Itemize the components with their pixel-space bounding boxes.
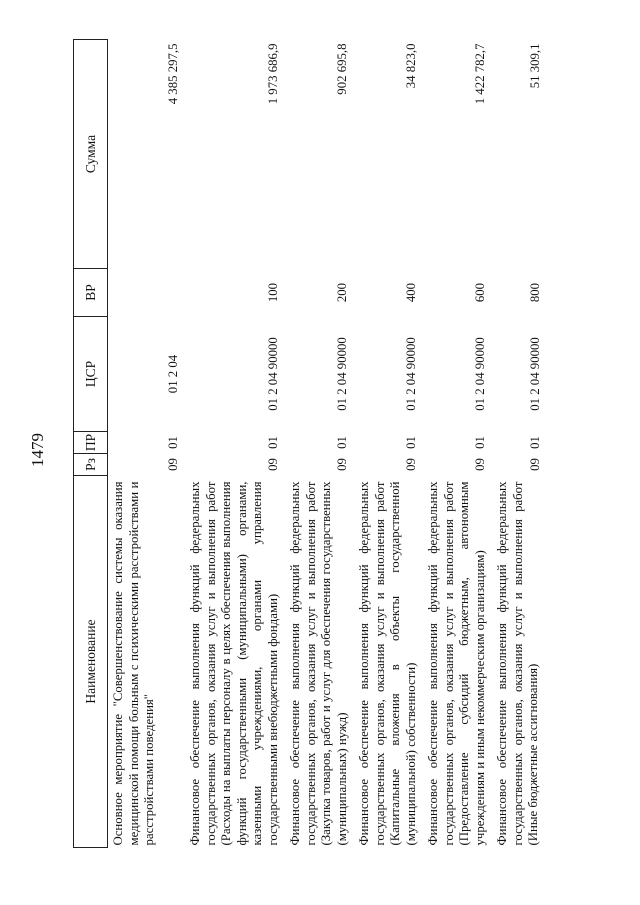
row-name: Финансовое обеспечение выполнения функций федеральных государственных органов, оказания услуг и выполнения работ (Закупка товаров, работ и услуг для обеспечения государственных (муниципальных) нужд) [288,481,349,846]
table-row [423,40,492,848]
row-rz: 09 [335,458,349,471]
header-rz: Рз [74,454,108,476]
row-vr: 200 [335,282,349,303]
row-pr: 01 [528,436,542,449]
row-name: Финансовое обеспечение выполнения функций федеральных государственных органов, оказания услуг и выполнения работ (Капитальные вложения в объекты государственной (муниципальной) собственности) [357,481,418,846]
table-row [285,40,354,848]
row-pr: 01 [473,436,487,449]
row-sum: 1 422 782,7 [473,43,487,105]
row-sum: 902 695,8 [335,43,349,95]
row-csr: 01 2 04 90000 [404,337,418,411]
row-sum: 51 309,1 [528,43,542,89]
header-vr: ВР [74,269,108,317]
row-vr: 800 [528,282,542,303]
row-vr [108,269,186,317]
row-csr: 01 2 04 90000 [335,337,349,411]
table-row [354,40,423,848]
row-rz: 09 [404,458,418,471]
row-sum: 4 385 297,5 [166,43,180,105]
row-pr: 01 [335,436,349,449]
page-number: 1479 [28,433,47,467]
row-vr: 100 [266,282,280,303]
row-csr: 01 2 04 90000 [266,337,280,411]
row-pr: 01 [404,436,418,449]
header-csr: ЦСР [74,317,108,432]
row-name: Финансовое обеспечение выполнения функций федеральных государственных органов, оказания услуг и выполнения работ (Иные бюджетные ассигнования) [495,481,540,846]
header-name: Наименование [74,476,108,848]
row-rz: 09 [166,458,180,471]
row-sum: 34 823,0 [404,43,418,89]
budget-table [73,39,547,848]
row-csr: 01 2 04 90000 [528,337,542,411]
row-vr: 600 [473,282,487,303]
table-row [185,40,285,848]
row-vr: 400 [404,282,418,303]
row-csr: 01 2 04 [166,354,180,394]
row-pr: 01 [166,436,180,449]
row-rz: 09 [473,458,487,471]
row-name: Финансовое обеспечение выполнения функций федеральных государственных органов, оказания услуг и выполнения работ (Расходы на выплаты персоналу в целях обеспечения выполнения функций государственными (муниципальными) органами, казенными учреждениями, органами управления государственными внебюджетными фондами) [188,481,280,846]
row-csr: 01 2 04 90000 [473,337,487,411]
row-sum: 1 973 686,9 [266,43,280,105]
header-pr: ПР [74,432,108,454]
row-pr: 01 [266,436,280,449]
rotated-page-content [73,40,581,848]
row-name: Финансовое обеспечение выполнения функций федеральных государственных органов, оказания услуг и выполнения работ (Предоставление субсидий бюджетным, автономным учреждениям и иным некоммерческим организациям) [426,481,487,846]
row-rz: 09 [528,458,542,471]
row-rz: 09 [266,458,280,471]
table-row [108,40,186,848]
row-name: Основное мероприятие "Совершенствование системы оказания медицинской помощи больным с психическими расстройствами и расстройствами поведения" [111,481,156,846]
table-row [492,40,547,848]
header-sum: Сумма [74,40,108,269]
header-row [74,40,108,848]
